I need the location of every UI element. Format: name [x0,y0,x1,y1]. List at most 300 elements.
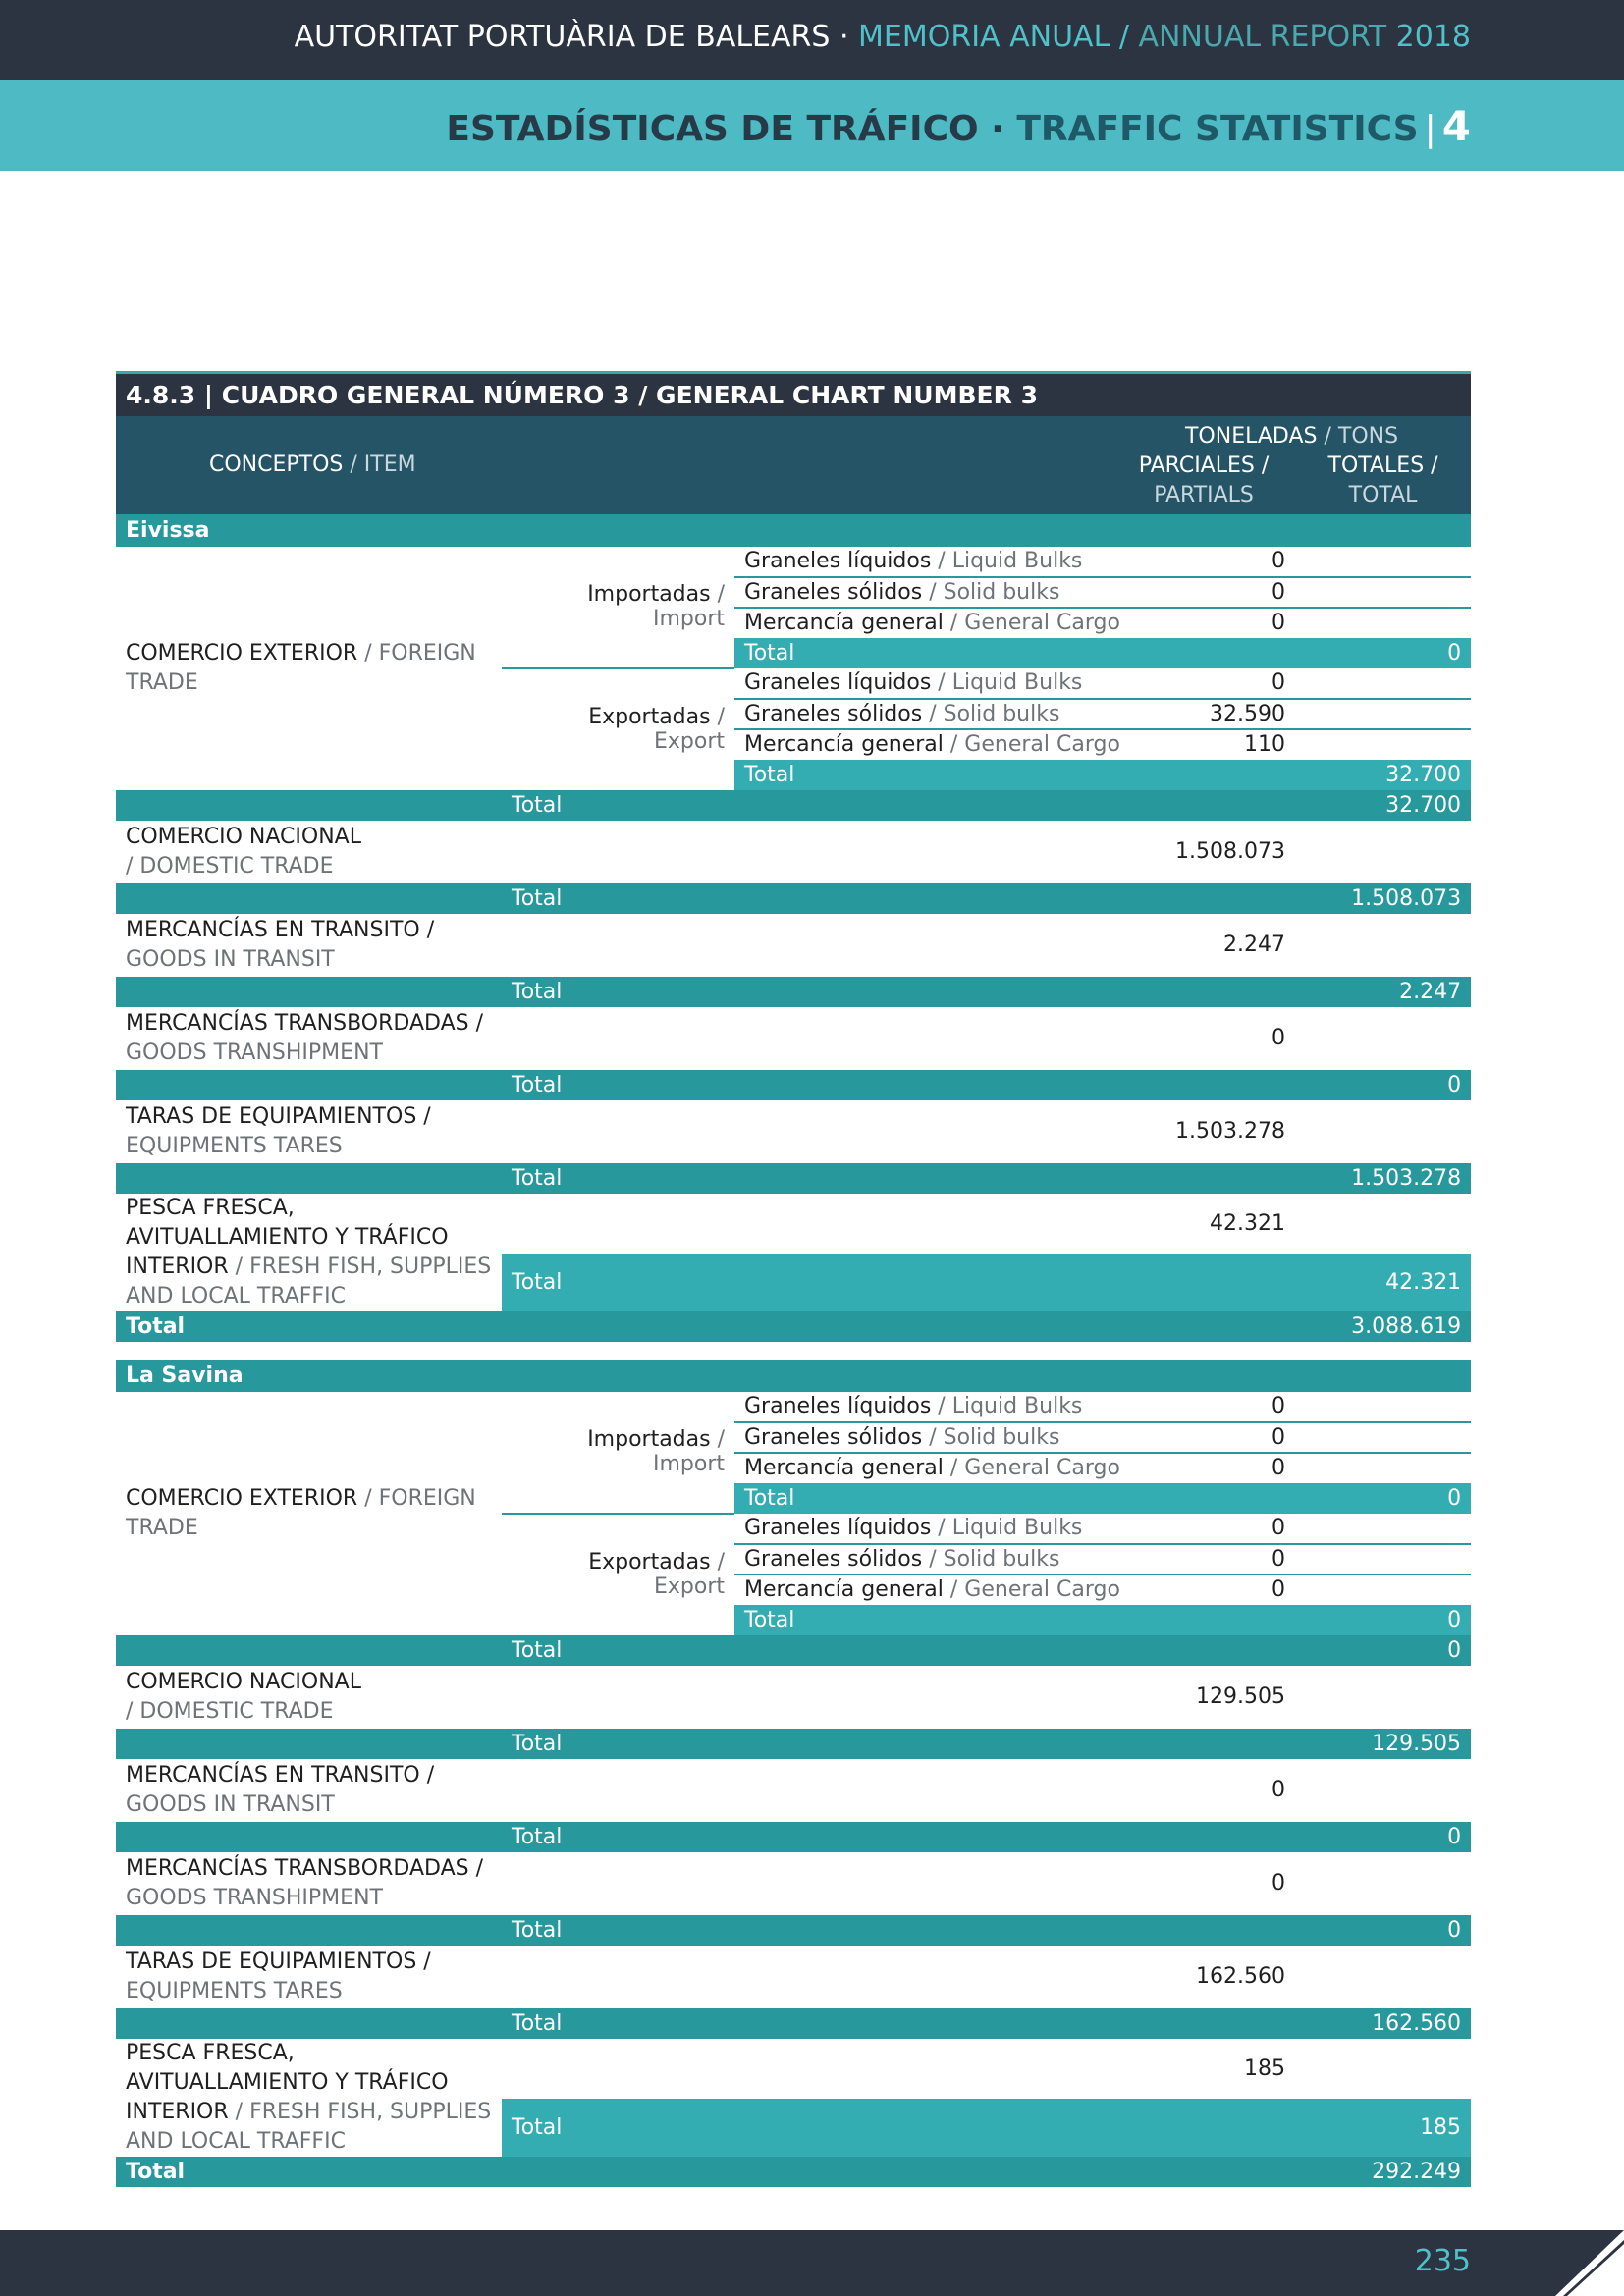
pesca-empty [502,1194,1112,1254]
total-label-text: Total [512,2010,563,2036]
pesca-total-empty [1295,1194,1471,1254]
exterior-total-text: Total [512,792,563,818]
page-number: 235 [1414,2244,1471,2278]
liquid-label [734,547,1112,577]
export-total-text: Total [744,762,795,787]
general-partial-value: 0 [1272,1577,1285,1602]
table-row [116,914,1471,977]
grand-total [1295,2157,1471,2187]
table-row [116,977,1471,1007]
total-label [502,790,1295,821]
total-spacer [116,1635,502,1666]
total-label [502,2008,1295,2039]
transito-partial-value: 0 [1272,1778,1285,1802]
import-en: / Import [652,1427,725,1476]
taras-total-empty [1295,1946,1471,2008]
liquid-label-en: / Liquid Bulks [931,1516,1083,1540]
port-name [116,514,1471,547]
transbordadas-total-empty [1295,1007,1471,1070]
liquid-label [734,1392,1112,1422]
solid-partial-value: 32.590 [1210,701,1285,726]
grand-total-value: 3.088.619 [1351,1313,1462,1339]
export-total-value: 0 [1447,1607,1462,1632]
taras-label [116,1946,1112,2008]
liquid-partial [1112,547,1295,577]
liquid-label-es: Graneles líquidos [744,549,932,573]
grand-total-value: 292.249 [1372,2159,1462,2184]
transito-label [116,1759,1112,1822]
nacional-label [116,1666,1112,1729]
export-en: / Export [653,1550,725,1599]
section-number: 4 [1441,102,1471,150]
transbordadas-label [116,1007,1112,1070]
transito-partial [1112,914,1295,977]
pesca-total [1295,1254,1471,1311]
liquid-partial-value: 0 [1272,1516,1285,1540]
export-label [502,668,734,790]
table-row [116,2157,1471,2187]
section-dot: · [978,109,1017,149]
col-toneladas-en: / TONS [1317,424,1399,449]
transito-total [1295,977,1471,1007]
general-label [734,1575,1120,1605]
import-total-text: Total [744,640,795,666]
spacer-row [116,1342,1471,1360]
export-total [1295,760,1471,790]
spacer [116,1342,1471,1360]
table-row [116,1392,1471,1422]
total-label-text: Total [512,885,563,911]
table-row [116,883,1471,914]
total-spacer [116,883,502,914]
total-spacer [116,1915,502,1946]
liquid-total-empty [1295,1392,1471,1422]
export-total-label [734,1605,1295,1635]
table-title: 4.8.3 | CUADRO GENERAL NÚMERO 3 / GENERAL CHART NUMBER 3 [116,373,1471,416]
import-label [502,1392,734,1514]
general-label-es: Mercancía general [744,1456,944,1480]
section-separator: | [1424,109,1436,149]
liquid-partial-value: 0 [1272,670,1285,695]
transito-partial-value: 2.247 [1223,933,1285,957]
liquid-label-en: / Liquid Bulks [931,670,1083,695]
general-partial-value: 0 [1272,611,1285,635]
solid-partial [1112,1422,1295,1453]
liquid-label-en: / Liquid Bulks [931,1394,1083,1418]
taras-label-es: TARAS DE EQUIPAMIENTOS / [126,1949,431,1974]
col-conceptos-en: / ITEM [343,453,416,477]
org-name: AUTORITAT PORTUÀRIA DE BALEARS [294,20,831,54]
section-title-en: TRAFFIC STATISTICS [1016,109,1419,149]
solid-label-es: Graneles sólidos [744,1424,923,1450]
general-partial [1112,608,1295,638]
solid-label [734,1544,1112,1575]
taras-total-value: 162.560 [1372,2010,1462,2036]
nacional-label-en: / DOMESTIC TRADE [126,853,334,879]
total-label-text: Total [512,979,563,1004]
solid-partial [1112,699,1295,729]
taras-partial [1112,1100,1295,1163]
import-label [502,547,734,668]
nacional-total-empty [1295,1666,1471,1729]
general-partial-value: 110 [1244,732,1285,757]
taras-partial-value: 1.503.278 [1175,1119,1285,1144]
total-spacer [116,1729,502,1759]
liquid-partial [1112,1392,1295,1422]
general-total-empty [1295,608,1471,638]
pesca-label-en: / FRESH FISH, SUPPLIES AND LOCAL TRAFFIC [126,1254,492,1308]
total-label-text: Total [512,1165,563,1191]
general-total-empty [1295,1453,1471,1483]
annual-report-label: ANNUAL REPORT [1138,20,1387,54]
header-slash: / [1110,20,1139,54]
liquid-partial [1112,668,1295,699]
top-header-bar [0,0,1624,80]
transito-total-empty [1295,1759,1471,1822]
exterior-total-value: 0 [1447,1637,1462,1663]
liquid-total-empty [1295,1514,1471,1544]
table-row [116,1666,1471,1729]
comercio-exterior-es: COMERCIO EXTERIOR [126,640,358,666]
header-dot: · [830,20,859,54]
table-row [116,1100,1471,1163]
port-row [116,514,1471,547]
taras-label [116,1100,1112,1163]
col-totales-es: TOTALES / [1327,453,1438,478]
taras-label-en: EQUIPMENTS TARES [126,1133,343,1158]
taras-partial-value: 162.560 [1196,1964,1285,1989]
taras-total [1295,1163,1471,1194]
transbordadas-partial-value: 0 [1272,1026,1285,1050]
pesca-total-value: 42.321 [1385,1269,1462,1295]
transbordadas-total [1295,1070,1471,1100]
general-partial [1112,729,1295,760]
general-partial [1112,1453,1295,1483]
transito-label-en: GOODS IN TRANSIT [126,946,335,972]
nacional-label [116,821,1112,883]
solid-partial [1112,577,1295,608]
table-row [116,1070,1471,1100]
footer-stripe-icon [1516,2230,1624,2296]
report-year: 2018 [1386,20,1471,54]
table-row [116,1729,1471,1759]
general-label-en: / General Cargo [943,1456,1120,1480]
pesca-total-label [502,2099,1295,2157]
liquid-label-es: Graneles líquidos [744,1394,932,1418]
import-total-value: 0 [1447,1485,1462,1511]
total-spacer [116,1822,502,1852]
table-row [116,1194,1471,1254]
transbordadas-label-es: MERCANCÍAS TRANSBORDADAS / [126,1855,483,1881]
port-name-text: La Savina [126,1362,244,1388]
page-footer [0,2230,1624,2296]
solid-label-en: / Solid bulks [922,579,1060,605]
comercio-exterior-label [116,547,502,790]
col-conceptos-es: CONCEPTOS [209,453,344,477]
col-parciales-en: PARTIALS [1154,482,1254,507]
total-label [502,977,1295,1007]
solid-label-en: / Solid bulks [922,1424,1060,1450]
transito-total-value: 2.247 [1399,979,1462,1004]
import-es: Importadas [587,1427,711,1452]
solid-label-es: Graneles sólidos [744,579,923,605]
solid-total-empty [1295,699,1471,729]
taras-total-value: 1.503.278 [1351,1165,1462,1191]
transito-label-en: GOODS IN TRANSIT [126,1791,335,1817]
general-label-en: / General Cargo [943,611,1120,635]
general-label [734,608,1120,638]
nacional-partial [1112,1666,1295,1729]
pesca-total-text: Total [512,1269,563,1295]
liquid-label-en: / Liquid Bulks [931,549,1083,573]
pesca-label-es: PESCA FRESCA, AVITUALLAMIENTO Y TRÁFICO INTERIOR [126,2040,449,2124]
table-row [116,547,1471,577]
total-label-text: Total [512,1917,563,1943]
nacional-total [1295,1729,1471,1759]
export-total-text: Total [744,1607,795,1632]
grand-total-label [116,1311,1295,1342]
table-row [116,1163,1471,1194]
col-parciales-es: PARCIALES / [1138,453,1270,478]
solid-label [734,577,1112,608]
liquid-label-es: Graneles líquidos [744,670,932,695]
import-total-text: Total [744,1485,795,1511]
port-name-text: Eivissa [126,517,210,543]
transito-total [1295,1822,1471,1852]
pesca-label-en: / FRESH FISH, SUPPLIES AND LOCAL TRAFFIC [126,2099,492,2154]
nacional-total-empty [1295,821,1471,883]
exterior-total-value: 32.700 [1385,792,1462,818]
solid-partial-value: 0 [1272,1424,1285,1450]
import-total-label [734,1483,1295,1514]
liquid-label [734,668,1112,699]
liquid-total-empty [1295,668,1471,699]
pesca-empty [502,2039,1112,2099]
total-label [502,1163,1295,1194]
table-row [116,1759,1471,1822]
grand-total [1295,1311,1471,1342]
total-spacer [116,977,502,1007]
nacional-partial-value: 1.508.073 [1175,839,1285,864]
report-header [295,20,1471,54]
pesca-partial [1112,1194,1295,1254]
taras-total-empty [1295,1100,1471,1163]
col-conceptos [116,416,1112,514]
total-label [502,1729,1295,1759]
table-row [116,1311,1471,1342]
comercio-exterior-es: COMERCIO EXTERIOR [126,1485,358,1511]
table-row [116,2039,1471,2099]
general-partial-value: 0 [1272,1456,1285,1480]
transbordadas-total-value: 0 [1447,1917,1462,1943]
grand-total-text: Total [126,2159,186,2184]
pesca-total-value: 185 [1420,2114,1462,2140]
liquid-label-es: Graneles líquidos [744,1516,932,1540]
import-en: / Import [652,582,725,631]
solid-total-empty [1295,577,1471,608]
taras-partial [1112,1946,1295,2008]
nacional-label-es: COMERCIO NACIONAL [126,824,361,849]
import-total-value: 0 [1447,640,1462,666]
table-row [116,1946,1471,2008]
comercio-exterior-en: / FOREIGN TRADE [126,1485,476,1540]
taras-total [1295,2008,1471,2039]
section-bar [0,80,1624,171]
import-total-label [734,638,1295,668]
transbordadas-total-empty [1295,1852,1471,1915]
general-label-en: / General Cargo [943,732,1120,757]
total-spacer [116,2008,502,2039]
nacional-total-value: 129.505 [1372,1731,1462,1756]
pesca-partial-value: 42.321 [1210,1210,1285,1236]
import-total [1295,638,1471,668]
transbordadas-partial [1112,1852,1295,1915]
transito-label-es: MERCANCÍAS EN TRANSITO / [126,917,435,942]
solid-partial-value: 0 [1272,1546,1285,1572]
general-label-es: Mercancía general [744,611,944,635]
col-totales-en: TOTAL [1348,482,1418,507]
general-total-empty [1295,1575,1471,1605]
liquid-partial-value: 0 [1272,549,1285,573]
general-label-es: Mercancía general [744,1577,944,1602]
liquid-partial [1112,1514,1295,1544]
export-total [1295,1605,1471,1635]
port-name [116,1360,1471,1392]
section-title [446,102,1471,150]
table-row [116,821,1471,883]
col-totales [1295,452,1471,514]
import-es: Importadas [587,582,711,607]
nacional-total-value: 1.508.073 [1351,885,1462,911]
general-label-en: / General Cargo [943,1577,1120,1602]
pesca-label [116,1194,502,1311]
nacional-label-en: / DOMESTIC TRADE [126,1698,334,1724]
transbordadas-label [116,1852,1112,1915]
total-label [502,1070,1295,1100]
comercio-exterior-label [116,1392,502,1635]
section-title-es: ESTADÍSTICAS DE TRÁFICO [446,109,979,149]
solid-label-en: / Solid bulks [922,701,1060,726]
pesca-total-text: Total [512,2114,563,2140]
table-row [116,1915,1471,1946]
total-label [502,883,1295,914]
solid-total-empty [1295,1544,1471,1575]
solid-total-empty [1295,1422,1471,1453]
liquid-label [734,1514,1112,1544]
general-partial [1112,1575,1295,1605]
pesca-total-empty [1295,2039,1471,2099]
liquid-partial-value: 0 [1272,1394,1285,1418]
transbordadas-label-en: GOODS TRANSHIPMENT [126,1885,383,1910]
taras-label-es: TARAS DE EQUIPAMIENTOS / [126,1103,431,1129]
solid-label-es: Graneles sólidos [744,1546,923,1572]
comercio-exterior-en: / FOREIGN TRADE [126,640,476,695]
nacional-partial [1112,821,1295,883]
transito-total-value: 0 [1447,1824,1462,1849]
transbordadas-partial [1112,1007,1295,1070]
total-spacer [116,1163,502,1194]
export-en: / Export [653,705,725,754]
solid-partial [1112,1544,1295,1575]
solid-label-en: / Solid bulks [922,1546,1060,1572]
general-label [734,1453,1120,1483]
total-label-text: Total [512,1824,563,1849]
general-total-empty [1295,729,1471,760]
pesca-total [1295,2099,1471,2157]
exterior-total-text: Total [512,1637,563,1663]
total-label-text: Total [512,1072,563,1097]
export-label [502,1514,734,1635]
export-es: Exportadas [588,705,711,729]
nacional-label-es: COMERCIO NACIONAL [126,1669,361,1694]
total-label-text: Total [512,1731,563,1756]
nacional-partial-value: 129.505 [1196,1684,1285,1709]
solid-label [734,1422,1112,1453]
general-label-es: Mercancía general [744,732,944,757]
general-label [734,729,1120,760]
col-parciales [1112,452,1295,514]
memoria-label: MEMORIA ANUAL [858,20,1110,54]
transito-partial [1112,1759,1295,1822]
taras-label-en: EQUIPMENTS TARES [126,1978,343,2003]
grand-total-label [116,2157,1295,2187]
pesca-partial-value: 185 [1244,2056,1285,2081]
transito-label-es: MERCANCÍAS EN TRANSITO / [126,1762,435,1788]
pesca-label-es: PESCA FRESCA, AVITUALLAMIENTO Y TRÁFICO INTERIOR [126,1195,449,1279]
transito-label [116,914,1112,977]
total-label [502,1822,1295,1852]
table-row [116,2008,1471,2039]
total-spacer [116,1070,502,1100]
col-toneladas-es: TONELADAS [1184,424,1318,449]
exterior-total [1295,1635,1471,1666]
export-total-label [734,760,1295,790]
table-header-row [116,416,1471,452]
export-total-value: 32.700 [1385,762,1462,787]
liquid-total-empty [1295,547,1471,577]
pesca-partial [1112,2039,1295,2099]
col-toneladas [1112,416,1471,452]
transbordadas-label-es: MERCANCÍAS TRANSBORDADAS / [126,1010,483,1036]
port-row [116,1360,1471,1392]
solid-partial-value: 0 [1272,579,1285,605]
transbordadas-partial-value: 0 [1272,1871,1285,1896]
total-label [502,1635,1295,1666]
total-spacer [116,790,502,821]
general-chart-table [116,371,1471,2187]
transbordadas-label-en: GOODS TRANSHIPMENT [126,1040,383,1065]
solid-label-es: Graneles sólidos [744,701,923,726]
exterior-total [1295,790,1471,821]
table-row [116,1007,1471,1070]
import-total [1295,1483,1471,1514]
pesca-total-label [502,1254,1295,1311]
table-row [116,1822,1471,1852]
table-row [116,1635,1471,1666]
nacional-total [1295,883,1471,914]
grand-total-text: Total [126,1313,186,1339]
transbordadas-total-value: 0 [1447,1072,1462,1097]
transito-total-empty [1295,914,1471,977]
export-es: Exportadas [588,1550,711,1575]
table-row [116,790,1471,821]
total-label [502,1915,1295,1946]
transbordadas-total [1295,1915,1471,1946]
table-row [116,1852,1471,1915]
solid-label [734,699,1112,729]
pesca-label [116,2039,502,2157]
table-title-row [116,373,1471,416]
